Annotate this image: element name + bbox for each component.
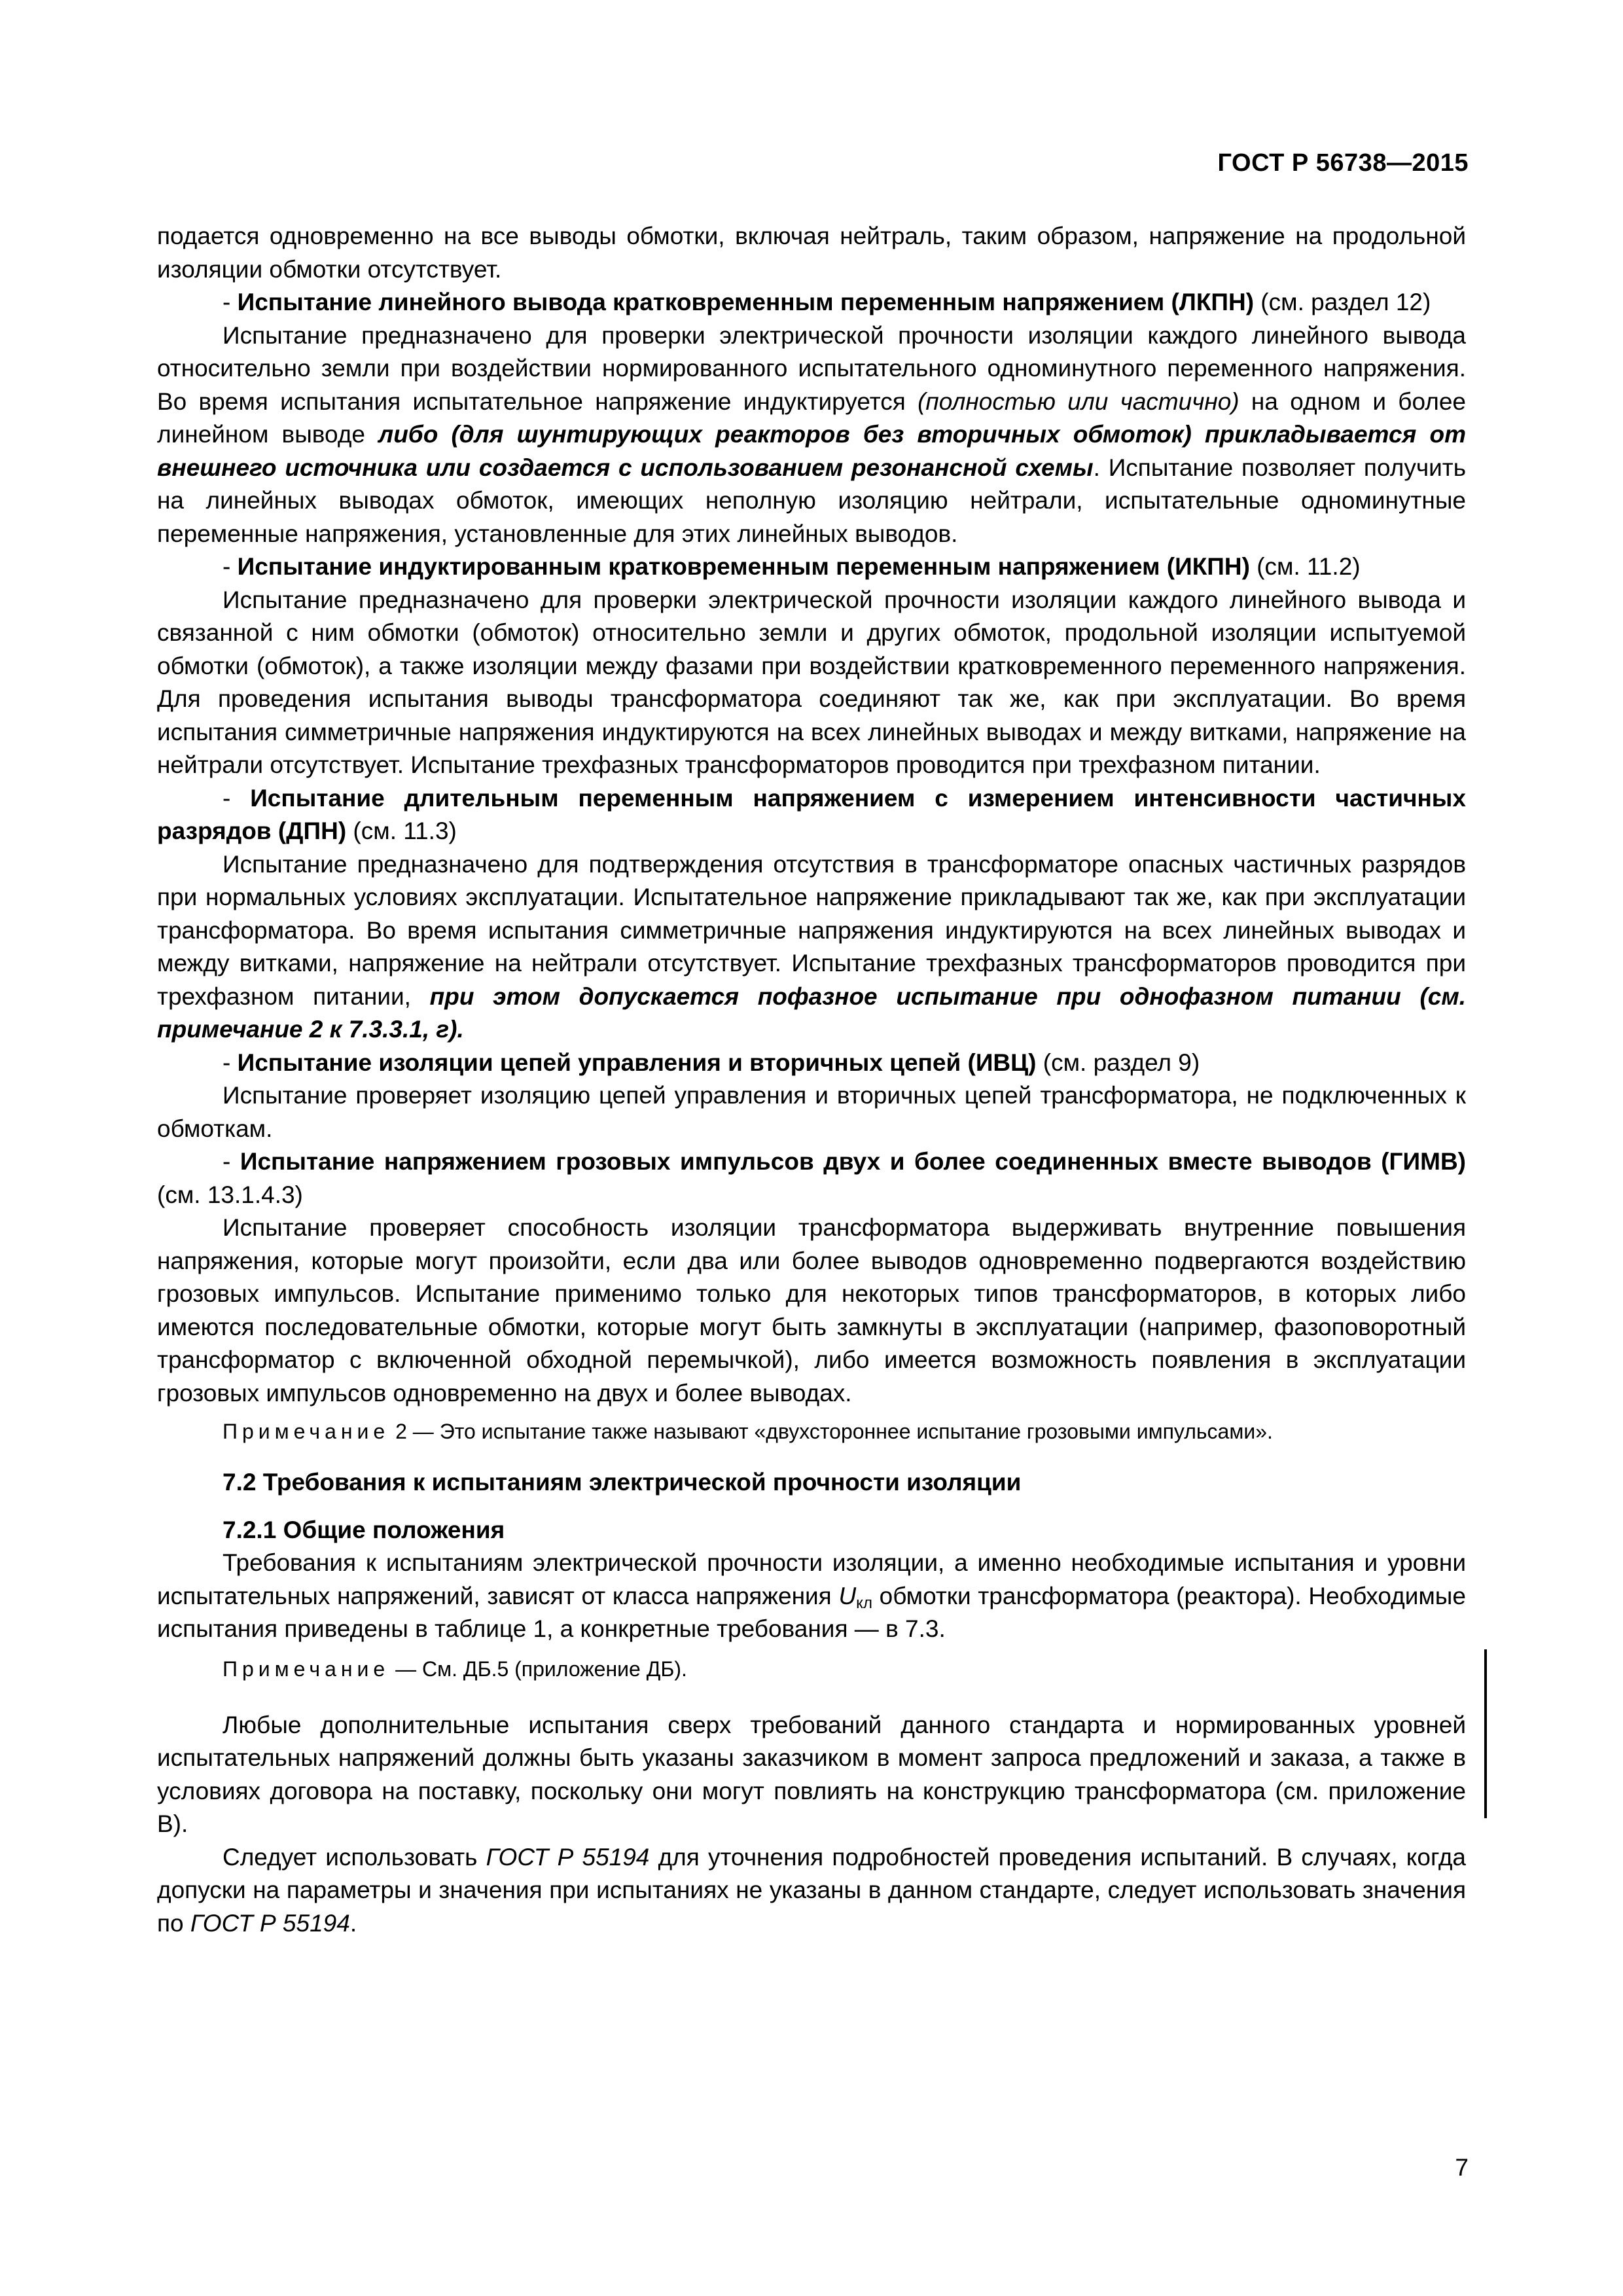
subsection-heading-7-2-1: 7.2.1 Общие положения xyxy=(223,1516,505,1543)
gost-link: ГОСТ Р 55194 xyxy=(486,1843,650,1871)
gost-link: ГОСТ Р 55194 xyxy=(190,1909,350,1937)
test-item-ikpn-text: Испытание предназначено для проверки электрической прочности изоляции каждого линейного вывода и связанной с ним обмотки (обмоток) относительно земли и других обмоток, продольной изоляции испытуемой обмотки (обмоток), а также изоляции между фазами при воздействии кратковременного переменного напряжения. Для проведения испытания выводы трансформатора соединяют так же, как при эксплуатации. Во время испытания симметричные напряжения индуктируются на всех линейных выводах и между витками, напряжение на нейтрали отсутствует. Испытание трехфазных трансформаторов проводится при трехфазном питании. xyxy=(157,586,1466,778)
test-item-title: Испытание изоляции цепей управления и вторичных цепей (ИВЦ) xyxy=(237,1049,1037,1076)
document-header: ГОСТ Р 56738—2015 xyxy=(1217,149,1469,177)
test-item-title: Испытание индуктированным кратковременным переменным напряжением (ИКПН) xyxy=(237,553,1250,580)
test-item-ref: (см. 11.2) xyxy=(1249,553,1361,580)
voltage-class-symbol: U xyxy=(838,1582,857,1609)
test-item-ref: (см. 13.1.4.3) xyxy=(157,1181,303,1208)
test-item-ivc-heading: - Испытание изоляции цепей управления и вторичных цепей (ИВЦ) (см. раздел 9) xyxy=(223,1049,1200,1076)
page-number: 7 xyxy=(1455,2154,1469,2181)
note-2: Примечание 2 — Это испытание также называют «двухстороннее испытание грозовыми импульсами». xyxy=(223,1420,1273,1443)
test-item-title: Испытание напряжением грозовых импульсов двух и более соединенных вместе выводов (ГИМВ) xyxy=(240,1148,1466,1175)
test-item-dpn-text: Испытание предназначено для подтверждения отсутствия в трансформаторе опасных частичных разрядов при нормальных условиях эксплуатации. Испытательное напряжение прикладывают так же, как при эксплуатации трансформатора. Во время испытания симметричные напряжения индуктируются на всех линейных выводах и между витками, напряжение на нейтрали отсутствует. Испытание трехфазных трансформаторов проводится при трехфазном питании, при этом допускается пофазное испытание при однофазном питании (см. примечание 2 к 7.3.3.1, г). xyxy=(157,850,1467,1043)
test-item-title: Испытание линейного вывода кратковременным переменным напряжением (ЛКПН) xyxy=(237,289,1255,315)
test-item-gimv-heading: - Испытание напряжением грозовых импульсов двух и более соединенных вместе выводов (ГИМВ) (см. 13.1.4.3) xyxy=(157,1148,1466,1208)
test-item-ikpn-heading: - Испытание индуктированным кратковременным переменным напряжением (ИКПН) (см. 11.2) xyxy=(223,553,1361,580)
section-heading-7-2: 7.2 Требования к испытаниям электрической прочности изоляции xyxy=(223,1469,1022,1496)
paragraph-general-provisions: Требования к испытаниям электрической прочности изоляции, а именно необходимые испытания и уровни испытательных напряжений, зависят от класса напряжения $U_{кл}$ обмотки трансформатора (реактора). Необходимые испытания приведены в таблице 1, а конкретные требования — в 7.3. xyxy=(157,1549,1466,1642)
paragraph-additional-tests: Любые дополнительные испытания сверх требований данного стандарта и нормированных уровней испытательных напряжений должны быть указаны заказчиком в момент запроса предложений и заказа, а также в условиях договора на поставку, поскольку они могут повлиять на конструкцию трансформатора (см. приложение В). xyxy=(157,1711,1466,1837)
test-item-lkpn-text: Испытание предназначено для проверки электрической прочности изоляции каждого линейного вывода относительно земли при воздействии нормированного испытательного одноминутного переменного напряжения. Во время испытания испытательное напряжение индуктируется (полностью или частично) на одном и более линейном выводе либо (для шунтирующих реакторов без вторичных обмоток) прикладывается от внешнего источника или создается с использованием резонансной схемы. Испытание позволяет получить на линейных выводах обмоток, имеющих неполную изоляцию нейтрали, испытательные одноминутные переменные напряжения, установленные для этих линейных выводов. xyxy=(157,321,1467,547)
note-3: Примечание — См. ДБ.5 (приложение ДБ). xyxy=(223,1657,687,1681)
document-body xyxy=(157,220,1466,1940)
test-item-title: Испытание длительным переменным напряжением с измерением интенсивности частичных разрядов (ДПН) xyxy=(157,784,1466,844)
voltage-class-subscript: кл xyxy=(856,1594,872,1612)
test-item-ref: (см. 11.3) xyxy=(346,817,457,844)
test-item-dpn-heading: - Испытание длительным переменным напряжением с измерением интенсивности частичных разрядов (ДПН) (см. 11.3) xyxy=(157,784,1466,844)
test-item-ivc-text: Испытание проверяет изоляцию цепей управления и вторичных цепей трансформатора, не подключенных к обмоткам. xyxy=(157,1082,1466,1142)
test-item-ref: (см. раздел 12) xyxy=(1254,289,1431,315)
paragraph-continuation: подается одновременно на все выводы обмотки, включая нейтраль, таким образом, напряжение на продольной изоляции обмотки отсутствует. xyxy=(157,223,1466,283)
test-item-gimv-text: Испытание проверяет способность изоляции трансформатора выдерживать внутренние повышения напряжения, которые могут произойти, если два или более выводов одновременно подвергаются воздействию грозовых импульсов. Испытание применимо только для некоторых типов трансформаторов, в которых либо имеются последовательные обмотки, которые могут быть замкнуты в эксплуатации (например, фазоповоротный трансформатор с включенной обходной перемычкой), либо имеется возможность появления в эксплуатации грозовых импульсов одновременно на двух и более выводах. xyxy=(157,1214,1466,1407)
test-item-lkpn-heading: - Испытание линейного вывода кратковременным переменным напряжением (ЛКПН) (см. раздел 12) xyxy=(223,289,1431,315)
revision-marker-bar xyxy=(1484,1649,1487,1818)
test-item-ref: (см. раздел 9) xyxy=(1036,1049,1200,1076)
note-label: Примечание xyxy=(223,1657,390,1681)
note-label: Примечание xyxy=(223,1420,390,1443)
paragraph-gost-reference: Следует использовать ГОСТ Р 55194 для уточнения подробностей проведения испытаний. В случаях, когда допуски на параметры и значения при испытаниях не указаны в данном стандарте, следует использовать значения по ГОСТ Р 55194. xyxy=(157,1843,1466,1937)
